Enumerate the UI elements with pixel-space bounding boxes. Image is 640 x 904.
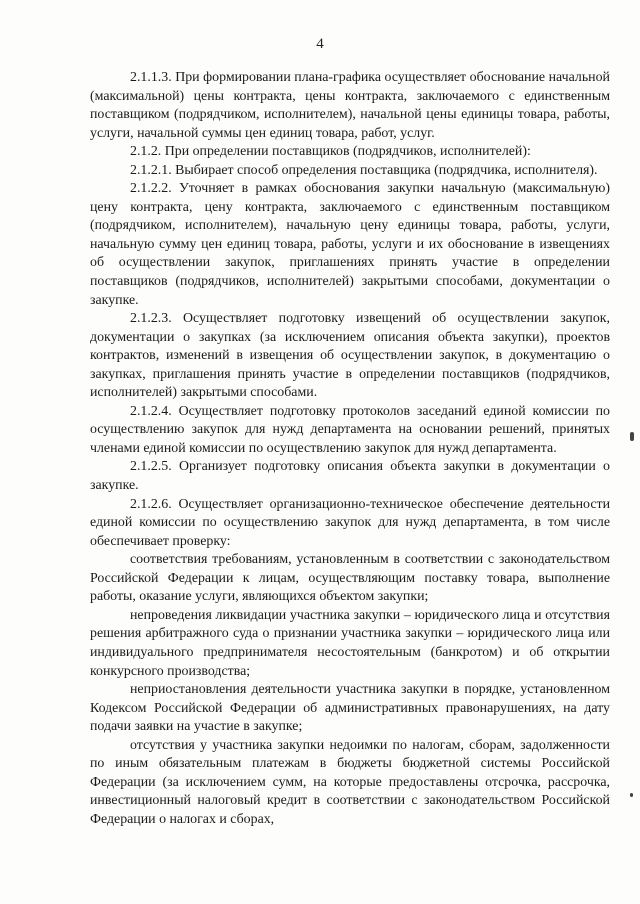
document-body (90, 69, 610, 829)
check-item-requirements: соответствия требованиям, установленным в соответствии с законодательством Российской Федерации к лицам, осуществляющим поставку товара, выполнение работы, оказание услуги, являющихся объектом закупки; (90, 552, 610, 605)
check-item-suspension: неприостановления деятельности участника закупки в порядке, установленном Кодексом Российской Федерации об административных правонарушениях, на дату подачи заявки на участие в закупке; (90, 682, 610, 735)
paragraph-2-1-1-3: 2.1.1.3. При формировании плана-графика осуществляет обоснование начальной (максимальной) цены контракта, цены контракта, заключаемого с единственным поставщиком (подрядчиком, исполнителем), начальной цены единицы товара, работы, услуги, начальной суммы цен единиц товара, работ, услуг. (90, 70, 610, 141)
page-number: 4 (316, 36, 324, 52)
paragraph-2-1-2-2: 2.1.2.2. Уточняет в рамках обоснования закупки начальную (максимальную) цену контракта, цену контракта, заключаемого с единственным поставщиком (подрядчиком, исполнителем), начальную цену единицы товара, работы, услуги, начальную сумму цен единиц товара, работы, услуги и их обоснование в извещениях об осуществлении закупок, приглашениях принять участие в определении поставщиков (подрядчиков, исполнителей) закрытыми способами, документации о закупке. (90, 181, 610, 308)
paragraph-2-1-2-6: 2.1.2.6. Осуществляет организационно-техническое обеспечение деятельности единой комиссии по осуществлению закупок для нужд департамента, в том числе обеспечивает проверку: (90, 496, 610, 549)
paragraph-2-1-2-5: 2.1.2.5. Организует подготовку описания объекта закупки в документации о закупке. (90, 459, 610, 494)
scan-mark-top (630, 432, 634, 441)
paragraph-2-1-2-3: 2.1.2.3. Осуществляет подготовку извещений об осуществлении закупок, документации о закупках (за исключением описания объекта закупки), проектов контрактов, изменений в извещения об осуществлении закупок, в документацию о закупках, приглашения принять участие в определении поставщиков (подрядчиков, исполнителей) закрытыми способами. (90, 311, 610, 401)
paragraph-2-1-2: 2.1.2. При определении поставщиков (подрядчиков, исполнителей): (130, 144, 531, 160)
paragraph-2-1-2-1: 2.1.2.1. Выбирает способ определения поставщика (подрядчика, исполнителя). (130, 162, 598, 178)
scan-mark-bottom (630, 793, 633, 797)
check-item-arrears: отсутствия у участника закупки недоимки по налогам, сборам, задолженности по иным обязательным платежам в бюджеты бюджетной системы Российской Федерации (за исключением сумм, на которые предоставлены отсрочка, рассрочка, инвестиционный налоговый кредит в соответствии с законодательством Российской Федерации о налогах и сборах, (90, 737, 610, 827)
check-item-liquidation: непроведения ликвидации участника закупки – юридического лица и отсутствия решения арбитражного суда о признании участника закупки – юридического лица или индивидуального предпринимателя несостоятельным (банкротом) и об открытии конкурсного производства; (90, 607, 610, 679)
paragraph-2-1-2-4: 2.1.2.4. Осуществляет подготовку протоколов заседаний единой комиссии по осуществлению закупок для нужд департамента на основании решений, принятых членами единой комиссии по осуществлению закупок для нужд департамента. (90, 403, 610, 456)
